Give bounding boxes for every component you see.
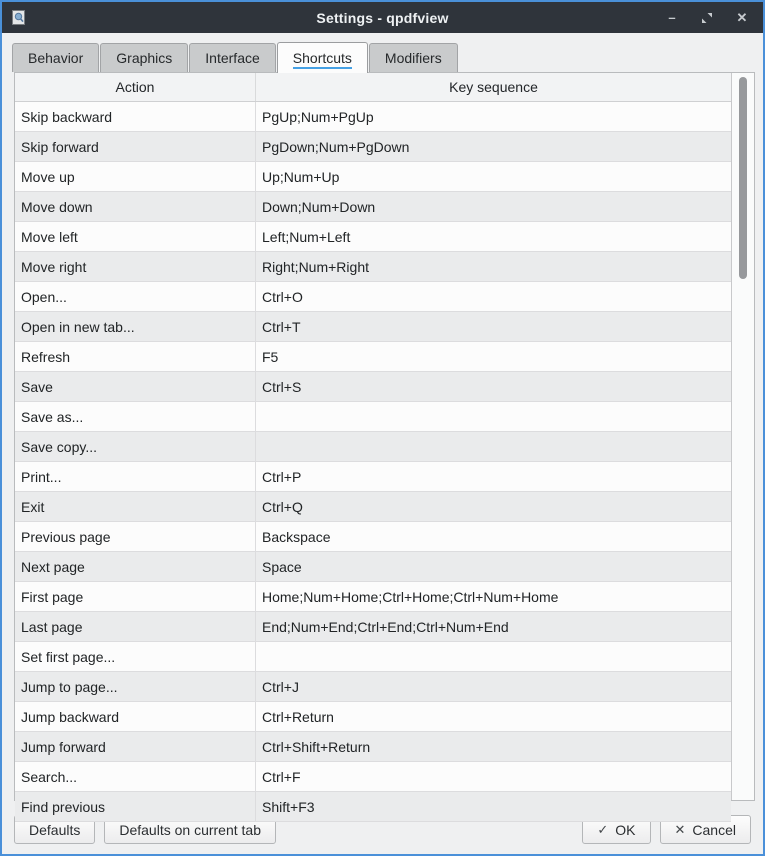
action-cell[interactable]: Move left — [15, 222, 256, 252]
table-row[interactable] — [15, 132, 731, 162]
title-bar[interactable] — [2, 2, 763, 33]
scrollbar-thumb[interactable] — [739, 77, 747, 279]
tab-label: Shortcuts — [293, 50, 352, 69]
action-cell[interactable]: Skip forward — [15, 132, 256, 162]
table-row[interactable] — [15, 582, 731, 612]
key-sequence-cell[interactable]: Ctrl+T — [256, 312, 731, 342]
restore-button[interactable] — [700, 11, 714, 25]
table-row[interactable] — [15, 672, 731, 702]
table-row[interactable] — [15, 522, 731, 552]
tab-shortcuts[interactable] — [277, 42, 368, 73]
key-sequence-cell[interactable]: Left;Num+Left — [256, 222, 731, 252]
key-sequence-cell[interactable]: Ctrl+Shift+Return — [256, 732, 731, 762]
action-cell[interactable]: Move up — [15, 162, 256, 192]
tab-label: Behavior — [28, 50, 84, 66]
table-row[interactable] — [15, 282, 731, 312]
table-row[interactable] — [15, 342, 731, 372]
action-cell[interactable]: Save as... — [15, 402, 256, 432]
key-sequence-cell[interactable]: Ctrl+Q — [256, 492, 731, 522]
column-header-key-sequence[interactable]: Key sequence — [449, 79, 538, 95]
action-cell[interactable]: Save copy... — [15, 432, 256, 462]
defaults-button-label: Defaults — [29, 821, 81, 838]
key-sequence-cell[interactable]: Down;Num+Down — [256, 192, 731, 222]
action-cell[interactable]: Open in new tab... — [15, 312, 256, 342]
key-sequence-cell[interactable]: Home;Num+Home;Ctrl+Home;Ctrl+Num+Home — [256, 582, 731, 612]
action-cell[interactable]: Move down — [15, 192, 256, 222]
tab-label: Graphics — [116, 50, 173, 66]
close-button[interactable]: ✕ — [736, 10, 748, 25]
window-title: Settings - qpdfview — [316, 9, 449, 26]
key-sequence-cell[interactable]: Backspace — [256, 522, 731, 552]
table-row[interactable] — [15, 192, 731, 222]
table-row[interactable] — [15, 162, 731, 192]
table-row[interactable] — [15, 702, 731, 732]
column-header-action[interactable]: Action — [15, 73, 256, 101]
qpdfview-icon — [10, 9, 27, 26]
key-sequence-cell[interactable]: F5 — [256, 342, 731, 372]
table-row[interactable] — [15, 402, 731, 432]
tab-modifiers[interactable] — [369, 43, 458, 72]
key-sequence-cell[interactable]: Right;Num+Right — [256, 252, 731, 282]
action-cell[interactable]: Next page — [15, 552, 256, 582]
key-sequence-cell[interactable]: Up;Num+Up — [256, 162, 731, 192]
action-cell[interactable]: Jump backward — [15, 702, 256, 732]
minimize-button[interactable]: – — [668, 10, 676, 25]
ok-button-label: OK — [615, 821, 636, 838]
action-cell[interactable]: Set first page... — [15, 642, 256, 672]
key-sequence-cell[interactable]: Ctrl+Return — [256, 702, 731, 732]
table-row[interactable] — [15, 612, 731, 642]
restore-icon — [701, 12, 713, 24]
key-sequence-cell[interactable] — [256, 432, 731, 462]
key-sequence-cell[interactable]: Ctrl+P — [256, 462, 731, 492]
cancel-button-label: Cancel — [692, 821, 736, 838]
table-row[interactable] — [15, 432, 731, 462]
key-sequence-cell[interactable]: Space — [256, 552, 731, 582]
tab-interface[interactable] — [189, 43, 275, 72]
key-sequence-cell[interactable]: Ctrl+O — [256, 282, 731, 312]
tab-label: Interface — [205, 50, 260, 66]
action-cell[interactable]: Move right — [15, 252, 256, 282]
table-row[interactable] — [15, 312, 731, 342]
action-cell[interactable]: Find previous — [15, 792, 256, 822]
table-row[interactable] — [15, 792, 731, 822]
table-header — [15, 73, 731, 102]
key-sequence-cell[interactable]: PgDown;Num+PgDown — [256, 132, 731, 162]
check-icon: ✓ — [597, 821, 609, 837]
tab-label: Modifiers — [384, 50, 442, 66]
action-cell[interactable]: First page — [15, 582, 256, 612]
key-sequence-cell[interactable]: Ctrl+S — [256, 372, 731, 402]
key-sequence-cell[interactable]: Ctrl+J — [256, 672, 731, 702]
action-cell[interactable]: Jump to page... — [15, 672, 256, 702]
key-sequence-cell[interactable] — [256, 402, 731, 432]
key-sequence-cell[interactable]: Shift+F3 — [256, 792, 731, 822]
key-sequence-cell[interactable]: Ctrl+F — [256, 762, 731, 792]
shortcut-rows — [15, 102, 731, 822]
action-cell[interactable]: Skip backward — [15, 102, 256, 132]
action-cell[interactable]: Open... — [15, 282, 256, 312]
tab-graphics[interactable] — [100, 43, 188, 72]
key-sequence-cell[interactable]: PgUp;Num+PgUp — [256, 102, 731, 132]
table-row[interactable] — [15, 492, 731, 522]
shortcuts-table — [14, 72, 755, 815]
table-row[interactable] — [15, 552, 731, 582]
vertical-scrollbar[interactable] — [731, 73, 754, 800]
action-cell[interactable]: Refresh — [15, 342, 256, 372]
defaults-current-tab-label: Defaults on current tab — [119, 821, 261, 838]
tab-bar — [12, 42, 763, 72]
table-row[interactable] — [15, 252, 731, 282]
action-cell[interactable]: Jump forward — [15, 732, 256, 762]
action-cell[interactable]: Previous page — [15, 522, 256, 552]
key-sequence-cell[interactable] — [256, 642, 731, 672]
action-cell[interactable]: Save — [15, 372, 256, 402]
action-cell[interactable]: Last page — [15, 612, 256, 642]
table-row[interactable] — [15, 372, 731, 402]
action-cell[interactable]: Print... — [15, 462, 256, 492]
table-row[interactable] — [15, 732, 731, 762]
tab-behavior[interactable] — [12, 43, 99, 72]
key-sequence-cell[interactable]: End;Num+End;Ctrl+End;Ctrl+Num+End — [256, 612, 731, 642]
action-cell[interactable]: Exit — [15, 492, 256, 522]
table-row[interactable] — [15, 222, 731, 252]
table-row[interactable] — [15, 102, 731, 132]
action-cell[interactable]: Search... — [15, 762, 256, 792]
table-row[interactable] — [15, 762, 731, 792]
cross-icon: ✕ — [674, 821, 686, 837]
table-row[interactable] — [15, 462, 731, 492]
table-row[interactable] — [15, 642, 731, 672]
